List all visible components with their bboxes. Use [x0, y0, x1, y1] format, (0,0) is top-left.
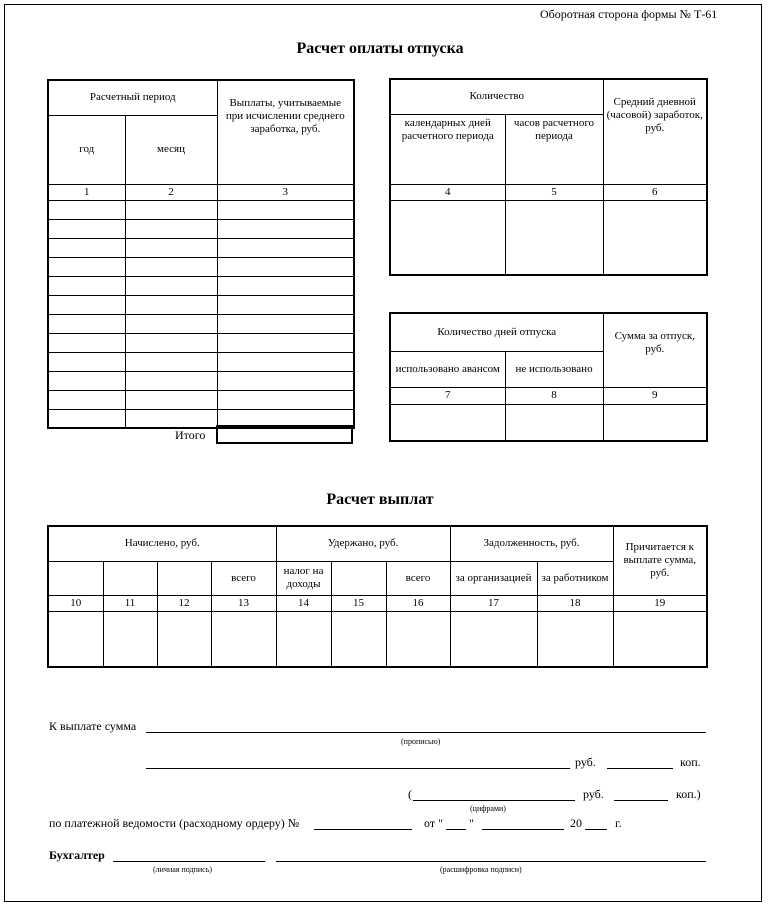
table-cell[interactable]	[125, 276, 217, 295]
withheld-total-header: всего	[386, 561, 450, 595]
vacation-calc-title: Расчет оплаты отпуска	[296, 40, 464, 57]
month-header: месяц	[125, 115, 217, 184]
table-cell[interactable]	[48, 390, 125, 409]
sum-words-line-2[interactable]	[146, 768, 570, 769]
table-cell[interactable]	[217, 219, 354, 238]
table-cell[interactable]	[125, 200, 217, 219]
period-table	[47, 79, 355, 429]
table-cell[interactable]	[125, 333, 217, 352]
signature-decode-caption: (расшифровка подписи)	[440, 865, 522, 874]
col-num: 9	[603, 387, 707, 404]
table-cell[interactable]	[48, 314, 125, 333]
by-worker-header: за работником	[537, 561, 613, 595]
table-cell[interactable]	[48, 257, 125, 276]
sum-words-line[interactable]	[146, 732, 706, 733]
table-cell[interactable]	[603, 404, 707, 441]
total-cell[interactable]	[216, 425, 353, 444]
withheld-header: Удержано, руб.	[276, 526, 450, 561]
table-cell[interactable]	[603, 200, 707, 275]
table-cell[interactable]	[217, 390, 354, 409]
payment-statement-label: по платежной ведомости (расходному ордеру) №	[49, 816, 300, 830]
sum-digits-line[interactable]	[413, 800, 575, 801]
col-num: 17	[450, 595, 537, 611]
table-cell[interactable]	[48, 352, 125, 371]
table-cell[interactable]	[125, 314, 217, 333]
col-num: 12	[157, 595, 211, 611]
col-num: 18	[537, 595, 613, 611]
table-cell[interactable]	[48, 219, 125, 238]
cal-days-header: календарных дней расчетного периода	[390, 114, 505, 184]
table-cell[interactable]	[217, 352, 354, 371]
col-num: 6	[603, 184, 707, 200]
month-line[interactable]	[482, 829, 564, 830]
year-suffix: г.	[615, 816, 622, 830]
table-cell[interactable]	[613, 611, 707, 667]
table-cell[interactable]	[48, 276, 125, 295]
kop-label: коп.	[680, 755, 701, 769]
table-cell[interactable]	[217, 295, 354, 314]
table-cell[interactable]	[390, 200, 505, 275]
kop-line[interactable]	[607, 768, 673, 769]
avg-earnings-header: Средний дневной (часовой) заработок, руб.	[603, 79, 707, 184]
table-cell[interactable]	[217, 314, 354, 333]
quantity-header: Количество	[390, 79, 603, 114]
vacation-sum-header: Сумма за отпуск, руб.	[603, 313, 707, 387]
col-num: 16	[386, 595, 450, 611]
table-cell[interactable]	[125, 295, 217, 314]
in-words-caption: (прописью)	[401, 737, 441, 746]
col-num: 5	[505, 184, 603, 200]
table-cell[interactable]	[48, 371, 125, 390]
col-num: 2	[125, 184, 217, 200]
open-paren: (	[408, 787, 412, 801]
kop-label-2: коп.)	[676, 787, 701, 801]
table-cell[interactable]	[48, 611, 103, 667]
table-cell[interactable]	[505, 200, 603, 275]
table-cell[interactable]	[217, 257, 354, 276]
table-cell[interactable]	[217, 276, 354, 295]
col-num: 13	[211, 595, 276, 611]
table-cell[interactable]	[537, 611, 613, 667]
table-cell[interactable]	[157, 611, 211, 667]
quantity-table	[389, 78, 708, 276]
table-cell[interactable]	[331, 611, 386, 667]
statement-number-line[interactable]	[314, 829, 412, 830]
pay-sum-label: К выплате сумма	[49, 719, 137, 733]
col-num: 1	[48, 184, 125, 200]
table-cell[interactable]	[125, 238, 217, 257]
table-cell[interactable]	[217, 371, 354, 390]
col-num: 4	[390, 184, 505, 200]
from-label: от "	[424, 816, 443, 830]
used-advance-header: использовано авансом	[390, 351, 505, 387]
form-side-note: Оборотная сторона формы № Т-61	[540, 7, 718, 21]
col-num: 7	[390, 387, 505, 404]
col-num: 15	[331, 595, 386, 611]
by-org-header: за организацией	[450, 561, 537, 595]
rub-label-2: руб.	[583, 787, 604, 801]
year-line[interactable]	[585, 829, 607, 830]
table-cell[interactable]	[48, 238, 125, 257]
table-cell[interactable]	[103, 611, 157, 667]
accrued-total-header: всего	[211, 561, 276, 595]
accountant-label: Бухгалтер	[49, 848, 105, 862]
table-cell[interactable]	[48, 333, 125, 352]
close-quote: "	[469, 816, 474, 830]
table-cell[interactable]	[276, 611, 331, 667]
table-cell[interactable]	[386, 611, 450, 667]
table-cell[interactable]	[48, 409, 125, 428]
total-label: Итого	[175, 428, 206, 442]
vacation-days-table	[389, 312, 708, 442]
col-num: 14	[276, 595, 331, 611]
year-prefix: 20	[570, 816, 582, 830]
not-used-header: не использовано	[505, 351, 603, 387]
signature-decode-line[interactable]	[276, 861, 706, 862]
vacation-days-header: Количество дней отпуска	[390, 313, 603, 351]
signature-caption: (личная подпись)	[153, 865, 213, 874]
col-num: 19	[613, 595, 707, 611]
payments-table	[47, 525, 708, 668]
col-num: 8	[505, 387, 603, 404]
table-cell	[48, 561, 103, 595]
table-cell[interactable]	[217, 200, 354, 219]
due-header: Причитается к выплате сумма, руб.	[613, 526, 707, 595]
day-line[interactable]	[446, 829, 466, 830]
payments-calc-title: Расчет выплат	[326, 491, 434, 508]
col-num: 3	[217, 184, 354, 200]
table-cell	[331, 561, 386, 595]
table-cell	[103, 561, 157, 595]
table-cell[interactable]	[505, 404, 603, 441]
col-num: 11	[103, 595, 157, 611]
table-cell[interactable]	[125, 219, 217, 238]
kop-digits-line[interactable]	[614, 800, 668, 801]
table-cell[interactable]	[211, 611, 276, 667]
rub-label: руб.	[575, 755, 596, 769]
hours-header: часов расчетного периода	[505, 114, 603, 184]
table-cell[interactable]	[450, 611, 537, 667]
payments-header: Выплаты, учитываемые при исчислении среднего заработка, руб.	[217, 80, 354, 184]
table-cell[interactable]	[48, 200, 125, 219]
table-cell[interactable]	[125, 409, 217, 428]
table-cell[interactable]	[217, 333, 354, 352]
table-cell[interactable]	[217, 238, 354, 257]
table-cell[interactable]	[125, 352, 217, 371]
period-header: Расчетный период	[48, 80, 217, 115]
table-cell[interactable]	[125, 371, 217, 390]
year-header: год	[48, 115, 125, 184]
income-tax-header: налог на доходы	[276, 561, 331, 595]
in-digits-caption: (цифрами)	[470, 804, 506, 813]
table-cell[interactable]	[125, 257, 217, 276]
signature-line[interactable]	[113, 861, 265, 862]
table-cell[interactable]	[125, 390, 217, 409]
accrued-header: Начислено, руб.	[48, 526, 276, 561]
table-cell[interactable]	[390, 404, 505, 441]
table-cell	[157, 561, 211, 595]
table-cell[interactable]	[48, 295, 125, 314]
col-num: 10	[48, 595, 103, 611]
debt-header: Задолженность, руб.	[450, 526, 613, 561]
